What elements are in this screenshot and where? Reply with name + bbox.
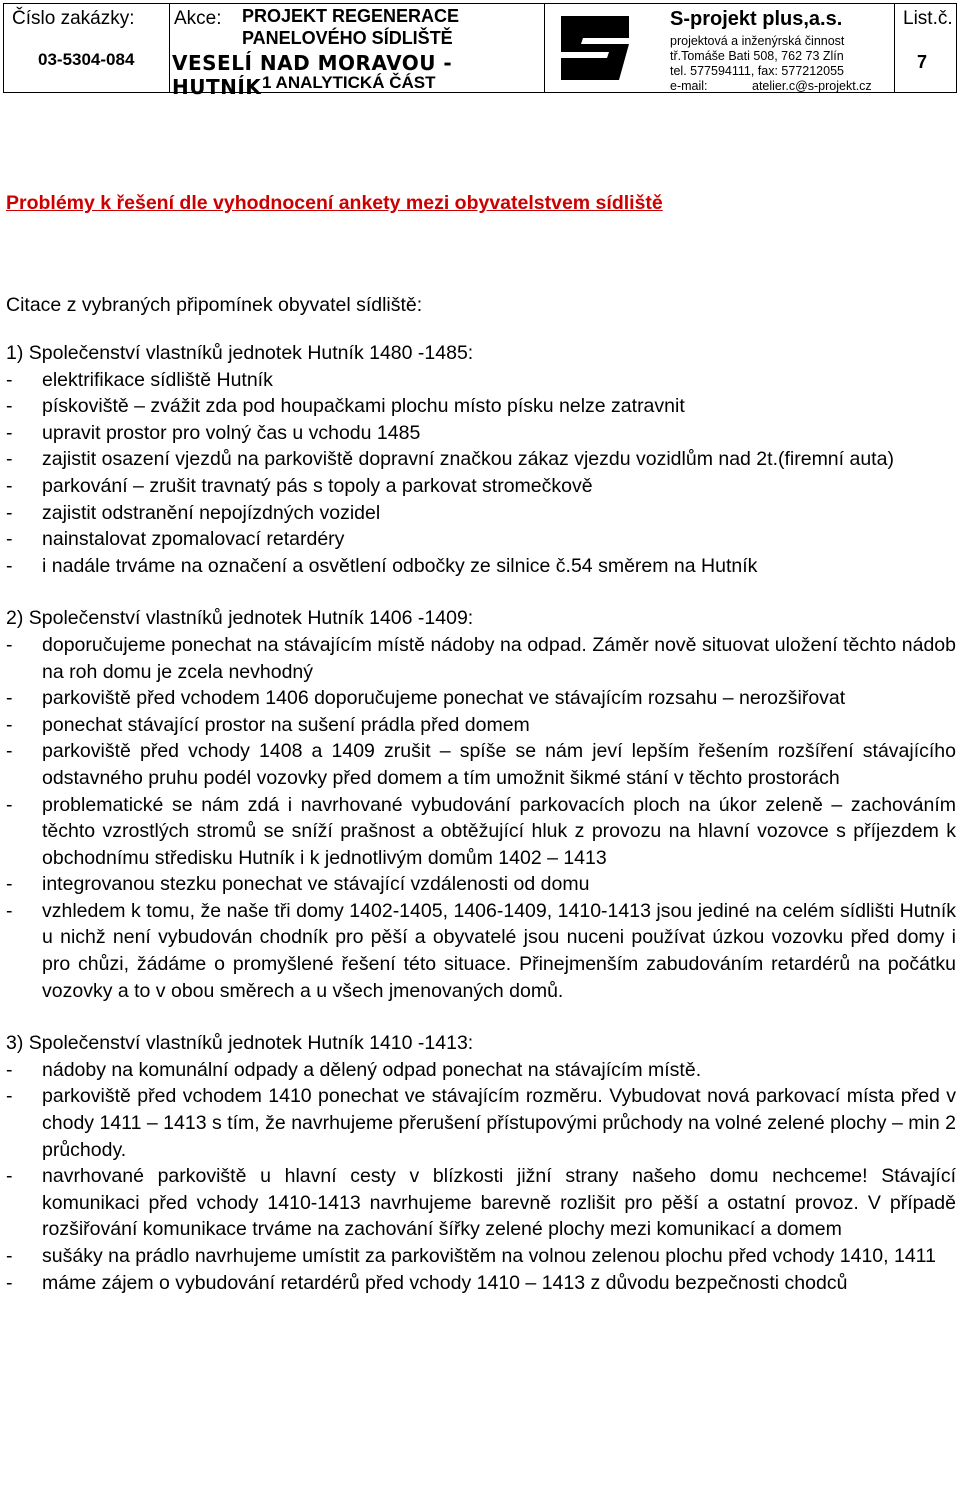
- list-item: [6, 500, 956, 527]
- list-item-text: parkoviště před vchodem 1410 ponechat ve stávajícím rozměru. Vybudovat nová parkovací místa před v chody 1411 – 1413 s tím, že navrhujeme přerušení přístupovými průchody na volné zelené plochy – min 2 průchody.: [42, 1085, 956, 1161]
- list-item-text: navrhované parkoviště u hlavní cesty v blízkosti jižní strany našeho domu nechceme! Stávající komunikaci před vchody 1410-1413 navrhujeme barevně rozlišit pro pěší a ostatní provoz. V případě rozšiřování komunikace trváme na zachování šířky zelené plochy mezi komunikací a domem: [42, 1165, 956, 1241]
- list-item-text: problematické se nám zdá i navrhované vybudování parkovacích ploch na úkor zeleně – zachováním těchto vzrostlých stromů se sníží prašnost a obtěžující hluk z provozu na hlavní vozovce s příjezdem k obchodnímu středisku Hutník i k jednotlivým domům 1402 – 1413: [42, 793, 956, 869]
- project-title-line-1: PROJEKT REGENERACE: [242, 6, 460, 26]
- list-item: [6, 1243, 956, 1270]
- list-item-text: vzhledem k tomu, že naše tři domy 1402-1405, 1406-1409, 1410-1413 jsou jediné na celém sídlišti Hutník u nichž není vybudován chodník pro pěší a obyvatelé jsou nuceni používat úzkou vozovku před domy i pro chůzi, žádáme o promyšlené řešení této situace. Přinejmenším zabudováním retardérů na počátku vozovky a to v obou směrech a u všech jmenovaných domů.: [42, 899, 956, 1002]
- list-item-text: nainstalovat zpomalovací retardéry: [42, 528, 345, 551]
- list-bullet: -: [6, 687, 13, 710]
- project-title-line-4: 1 ANALYTICKÁ ČÁST: [262, 73, 436, 92]
- list-item-text: zajistit osazení vjezdů na parkoviště dopravní značkou zákaz vjezdu vozidlům nad 2t.(firemní auta): [42, 448, 894, 471]
- section-gap: [6, 579, 956, 605]
- list-bullet: -: [6, 421, 13, 444]
- list-item: [6, 393, 956, 420]
- list-item: [6, 367, 956, 394]
- list-item: [6, 1057, 956, 1084]
- list-item: [6, 792, 956, 872]
- list-item: [6, 473, 956, 500]
- action-cell: [170, 4, 545, 99]
- list-item: [6, 685, 956, 712]
- list-item: [6, 712, 956, 739]
- project-title-line-2: PANELOVÉHO SÍDLIŠTĚ: [242, 28, 453, 48]
- list-bullet: -: [6, 448, 13, 471]
- sheet-label: List.č.: [903, 8, 953, 29]
- company-address: tř.Tomáše Bati 508, 762 73 Zlín: [670, 49, 844, 63]
- list-bullet: -: [6, 554, 13, 577]
- list-bullet: -: [6, 1058, 13, 1081]
- list-item-text: doporučujeme ponechat na stávajícím místě nádoby na odpad. Záměr nově situovat uložení těchto nádob na roh domu je zcela nevhodný: [42, 633, 956, 683]
- list-item: [6, 632, 956, 685]
- list-bullet: -: [6, 1085, 13, 1108]
- list-bullet: -: [6, 899, 13, 922]
- intro-text: Citace z vybraných připomínek obyvatel sídliště:: [6, 294, 423, 316]
- list-bullet: -: [6, 1165, 13, 1188]
- order-number: 03-5304-084: [38, 50, 135, 69]
- document-header: [3, 3, 957, 99]
- list-item: [6, 738, 956, 791]
- list-item-text: elektrifikace sídliště Hutník: [42, 368, 273, 391]
- section-title: 1) Společenství vlastníků jednotek Hutník 1480 -1485:: [6, 342, 474, 364]
- sheet-cell: [895, 4, 956, 92]
- list-item-text: parkování – zrušit travnatý pás s topoly a parkovat stromečkově: [42, 474, 593, 497]
- section-gap: [6, 1004, 956, 1030]
- section-title: 3) Společenství vlastníků jednotek Hutník 1410 -1413:: [6, 1032, 474, 1055]
- list-item: [6, 553, 956, 580]
- section-title: 2) Společenství vlastníků jednotek Hutník 1406 -1409:: [6, 607, 474, 630]
- company-name: S-projekt plus,a.s.: [670, 8, 843, 30]
- order-cell: [4, 4, 170, 92]
- list-bullet: -: [6, 873, 13, 896]
- list-item: [6, 1270, 956, 1297]
- page-heading: Problémy k řešení dle vyhodnocení ankety mezi obyvatelstvem sídliště: [6, 192, 663, 214]
- order-label: Číslo zakázky:: [12, 8, 135, 29]
- list-item-text: upravit prostor pro volný čas u vchodu 1485: [42, 421, 421, 444]
- list-item-text: máme zájem o vybudování retardérů před vchody 1410 – 1413 z důvodu bezpečnosti chodců: [42, 1271, 848, 1294]
- list-bullet: -: [6, 793, 13, 816]
- action-label: Akce:: [174, 8, 222, 29]
- list-item-text: nádoby na komunální odpady a dělený odpad ponechat na stávajícím místě.: [42, 1058, 702, 1081]
- list-item: [6, 871, 956, 898]
- list-item-text: zajistit odstranění nepojízdných vozidel: [42, 501, 381, 524]
- list-item: [6, 1083, 956, 1163]
- company-phone-fax: tel. 577594111, fax: 577212055: [670, 64, 844, 78]
- comments-content: [6, 340, 956, 1296]
- list-bullet: -: [6, 1245, 13, 1267]
- list-item-text: parkoviště před vchody 1408 a 1409 zrušit – spíše se nám jeví lepším řešením rozšíření stávajícího odstavného pruhu podél vozovky před domem a tím umožnit šikmé stání v těchto prostorách: [42, 740, 956, 789]
- project-title-line-3: VESELÍ NAD MORAVOU - HUTNÍK: [172, 51, 453, 99]
- company-activity: projektová a inženýrská činnost: [670, 34, 845, 48]
- list-bullet: -: [6, 633, 13, 656]
- list-bullet: -: [6, 368, 13, 391]
- list-bullet: -: [6, 713, 13, 736]
- sheet-number: 7: [917, 52, 928, 72]
- company-cell: [545, 4, 895, 92]
- list-item-text: parkoviště před vchodem 1406 doporučujeme ponechat ve stávajícím rozsahu – nerozšiřovat: [42, 687, 846, 710]
- list-bullet: -: [6, 395, 13, 418]
- company-email: atelier.c@s-projekt.cz: [752, 79, 872, 93]
- s-projekt-logo-icon: [555, 8, 635, 88]
- list-bullet: -: [6, 1271, 13, 1294]
- list-item: [6, 446, 956, 473]
- list-item: [6, 1163, 956, 1243]
- list-bullet: -: [6, 474, 13, 497]
- list-item: [6, 898, 956, 1004]
- list-item-text: integrovanou stezku ponechat ve stávající vzdálenosti od domu: [42, 873, 590, 896]
- list-item-text: ponechat stávající prostor na sušení prádla před domem: [42, 713, 530, 736]
- list-bullet: -: [6, 740, 13, 763]
- company-email-row: [670, 79, 872, 93]
- list-bullet: -: [6, 501, 13, 524]
- company-email-label: e-mail:: [670, 79, 708, 93]
- list-item-text: pískoviště – zvážit zda pod houpačkami plochu místo písku nelze zatravnit: [42, 395, 685, 418]
- list-item: [6, 526, 956, 553]
- list-bullet: -: [6, 528, 13, 551]
- list-item-text: i nadále trváme na označení a osvětlení odbočky ze silnice č.54 směrem na Hutník: [42, 554, 758, 577]
- list-item-text: sušáky na prádlo navrhujeme umístit za parkovištěm na volnou zelenou plochu před vchody 1410, 1411: [42, 1245, 936, 1267]
- list-item: [6, 420, 956, 447]
